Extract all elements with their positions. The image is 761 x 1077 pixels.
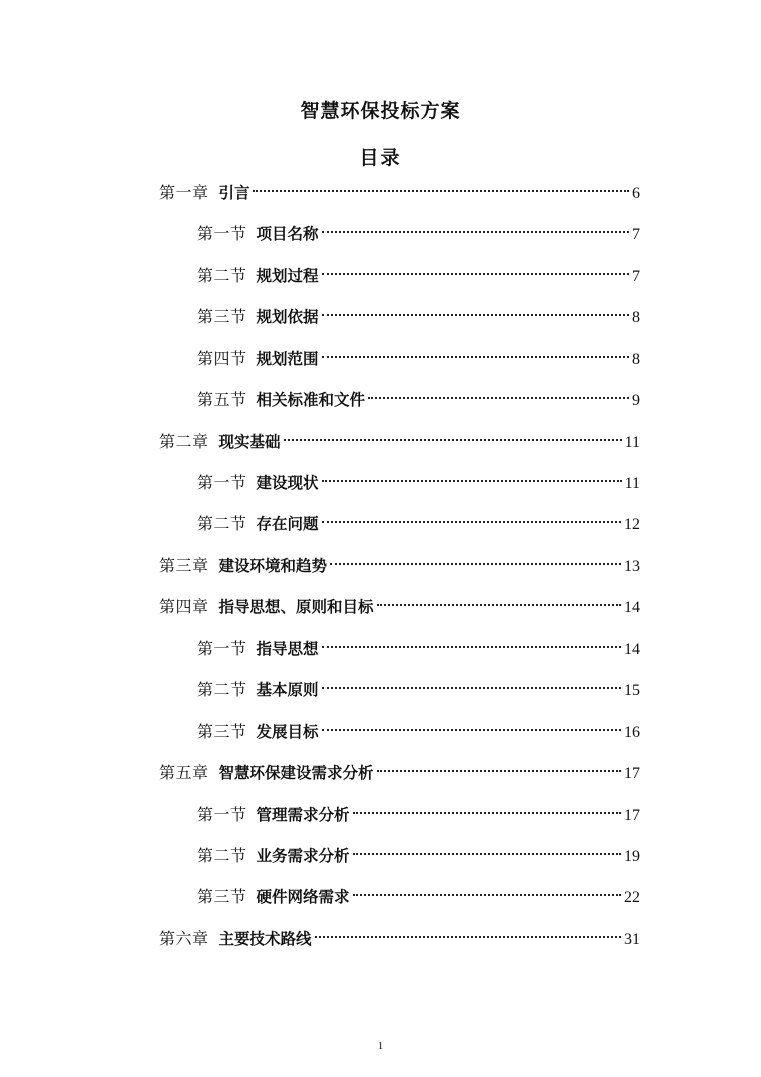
toc-entry-page: 6 xyxy=(632,185,640,202)
dot-leader xyxy=(330,563,621,565)
toc-entry-number: 第四章 xyxy=(159,597,209,616)
toc-entry-title: 主要技术路线 xyxy=(218,930,312,948)
toc-entry-number: 第五节 xyxy=(197,390,247,409)
dot-leader xyxy=(322,231,629,233)
toc-entry-title: 规划过程 xyxy=(256,267,319,285)
dot-leader xyxy=(315,936,621,938)
toc-entry-number: 第二节 xyxy=(197,266,247,285)
toc-section-4-2[interactable] xyxy=(197,675,640,705)
toc-entry-page: 7 xyxy=(632,226,640,243)
toc-chapter-2[interactable] xyxy=(159,427,640,457)
dot-leader xyxy=(377,770,621,772)
toc-entry-number: 第一章 xyxy=(159,183,209,202)
toc-entry-title: 项目名称 xyxy=(256,225,319,243)
toc-section-5-3[interactable] xyxy=(197,882,640,912)
toc-entry-title: 建设现状 xyxy=(256,474,319,492)
toc-entry-number: 第二节 xyxy=(197,514,247,533)
page-number: 1 xyxy=(377,1040,384,1052)
toc-entry-title: 建设环境和趋势 xyxy=(218,557,328,575)
toc-entry-number: 第二节 xyxy=(197,846,247,865)
toc-entry-title: 管理需求分析 xyxy=(256,806,350,824)
toc-entry-page: 15 xyxy=(624,682,640,699)
toc-entry-title: 指导思想、原则和目标 xyxy=(218,598,374,616)
toc-chapter-5[interactable] xyxy=(159,758,640,788)
toc-entry-title: 规划范围 xyxy=(256,350,319,368)
dot-leader xyxy=(322,521,621,523)
toc-entry-number: 第三节 xyxy=(197,887,247,906)
toc-section-1-4[interactable] xyxy=(197,344,640,374)
toc-section-2-1[interactable] xyxy=(197,468,640,498)
toc-entry-page: 17 xyxy=(624,807,640,824)
toc-entry-page: 8 xyxy=(632,309,640,326)
toc-entry-title: 规划依据 xyxy=(256,308,319,326)
toc-entry-title: 引言 xyxy=(218,184,250,202)
toc-entry-title: 存在问题 xyxy=(256,515,319,533)
toc-entry-page: 12 xyxy=(624,516,640,533)
dot-leader xyxy=(322,687,621,689)
dot-leader xyxy=(368,397,629,399)
toc-entry-number: 第一节 xyxy=(197,805,247,824)
toc-entry-title: 业务需求分析 xyxy=(256,847,350,865)
toc-entry-page: 22 xyxy=(624,889,640,906)
toc-entry-page: 14 xyxy=(624,641,640,658)
toc-entry-number: 第一节 xyxy=(197,224,247,243)
toc-entry-title: 智慧环保建设需求分析 xyxy=(218,764,374,782)
toc-entry-page: 19 xyxy=(624,848,640,865)
toc-entry-page: 9 xyxy=(632,392,640,409)
toc-entry-number: 第二章 xyxy=(159,432,209,451)
toc-section-4-3[interactable] xyxy=(197,717,640,747)
toc-entry-title: 指导思想 xyxy=(256,640,319,658)
dot-leader xyxy=(353,812,621,814)
toc-entry-page: 8 xyxy=(632,351,640,368)
toc-entry-title: 基本原则 xyxy=(256,681,319,699)
toc-chapter-4[interactable] xyxy=(159,592,640,622)
toc-entry-title: 现实基础 xyxy=(218,433,281,451)
toc-entry-title: 发展目标 xyxy=(256,723,319,741)
toc-entry-number: 第一节 xyxy=(197,473,247,492)
toc-entry-number: 第三节 xyxy=(197,722,247,741)
document-title: 智慧环保投标方案 xyxy=(300,100,461,122)
toc-entry-number: 第六章 xyxy=(159,929,209,948)
dot-leader xyxy=(322,480,622,482)
dot-leader xyxy=(353,894,621,896)
toc-entry-title: 硬件网络需求 xyxy=(256,888,350,906)
toc-section-1-3[interactable] xyxy=(197,302,640,332)
toc-entry-page: 16 xyxy=(624,724,640,741)
toc-entry-page: 14 xyxy=(624,599,640,616)
toc-chapter-3[interactable] xyxy=(159,551,640,581)
toc-section-2-2[interactable] xyxy=(197,509,640,539)
toc-entry-page: 17 xyxy=(624,765,640,782)
toc-entry-page: 7 xyxy=(632,268,640,285)
toc-entry-page: 31 xyxy=(624,931,640,948)
toc-section-1-1[interactable] xyxy=(197,219,640,249)
dot-leader xyxy=(322,356,629,358)
toc-entry-number: 第三节 xyxy=(197,307,247,326)
toc-section-4-1[interactable] xyxy=(197,634,640,664)
dot-leader xyxy=(353,853,621,855)
dot-leader xyxy=(322,646,621,648)
toc-entry-number: 第一节 xyxy=(197,639,247,658)
dot-leader xyxy=(322,273,629,275)
toc-entry-number: 第二节 xyxy=(197,680,247,699)
toc-entry-number: 第三章 xyxy=(159,556,209,575)
toc-entry-number: 第五章 xyxy=(159,763,209,782)
dot-leader xyxy=(322,314,629,316)
toc-entry-number: 第四节 xyxy=(197,349,247,368)
toc-section-5-2[interactable] xyxy=(197,841,640,871)
dot-leader xyxy=(253,190,629,192)
dot-leader xyxy=(284,439,622,441)
toc-section-1-2[interactable] xyxy=(197,261,640,291)
toc-section-5-1[interactable] xyxy=(197,800,640,830)
toc-entry-title: 相关标准和文件 xyxy=(256,391,366,409)
toc-entry-page: 11 xyxy=(624,434,640,451)
toc-heading: 目录 xyxy=(359,147,402,169)
toc-chapter-1[interactable] xyxy=(159,178,640,208)
toc-chapter-6[interactable] xyxy=(159,924,640,954)
toc-entry-page: 13 xyxy=(624,558,640,575)
dot-leader xyxy=(322,729,621,731)
toc-section-1-5[interactable] xyxy=(197,385,640,415)
toc-entry-page: 11 xyxy=(624,475,640,492)
dot-leader xyxy=(377,604,621,606)
